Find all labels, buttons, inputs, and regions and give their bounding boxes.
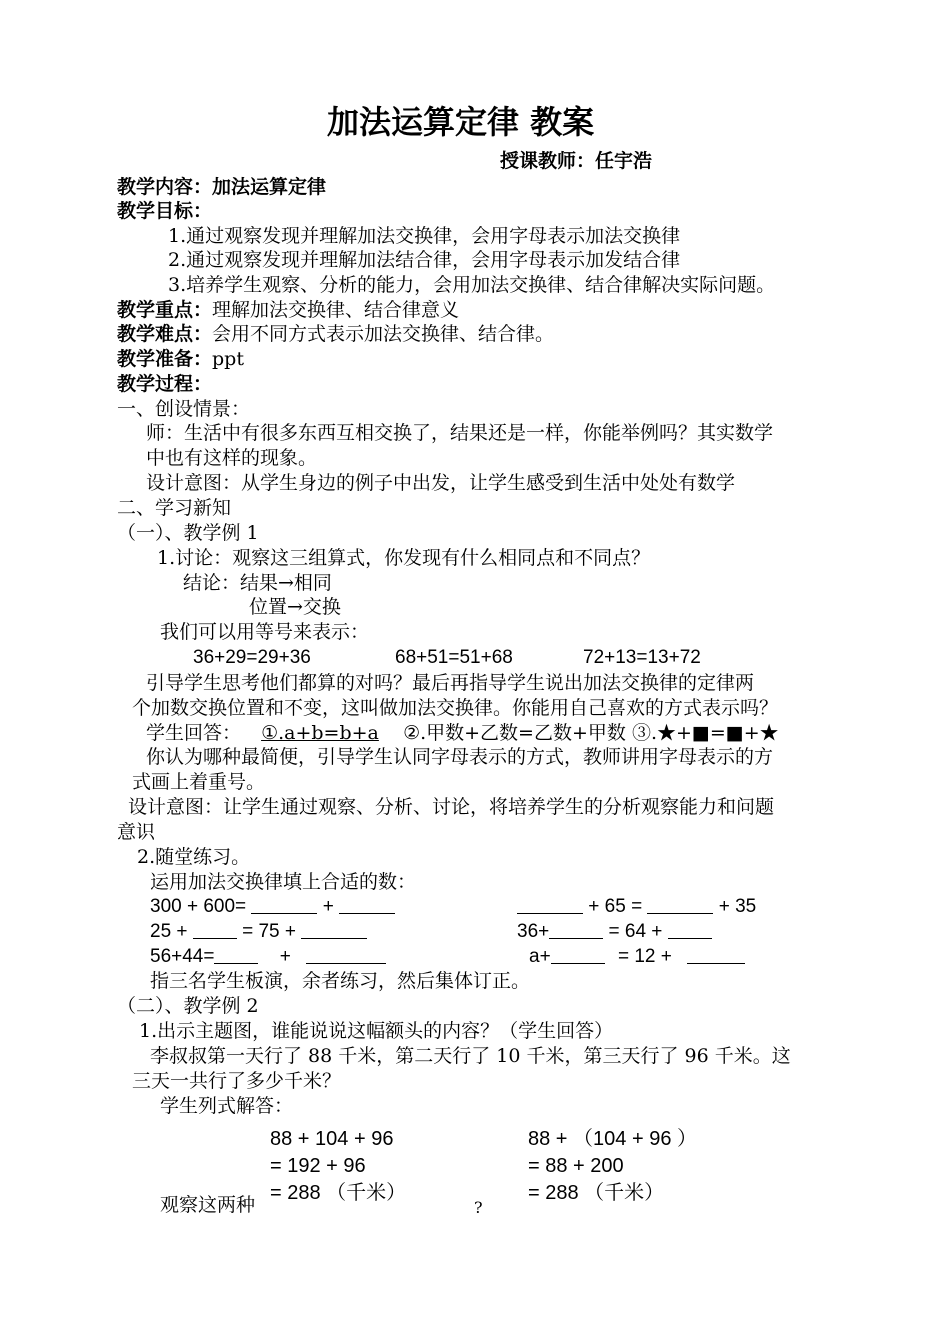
- answer-blank[interactable]: [549, 920, 603, 939]
- paragraph: 指三名学生板演，余者练习，然后集体订正。: [150, 970, 531, 992]
- teacher-line: 授课教师：任宇浩: [500, 150, 653, 172]
- answer-blank[interactable]: [647, 895, 713, 914]
- paragraph: 引导学生思考他们都算的对吗？最后再指导学生说出加法交换律的定律两: [146, 672, 755, 694]
- page-title: 加法运算定律 教案: [327, 103, 595, 141]
- prep-label: 教学准备：: [117, 348, 213, 370]
- answer-blank[interactable]: [214, 945, 258, 964]
- answer-one: ①.a+b=b+a: [261, 722, 379, 744]
- section-heading: 一、创设情景：: [117, 398, 251, 420]
- example-heading: （二）、教学例 2: [117, 995, 259, 1017]
- design-intent: 设计意图：让学生通过观察、分析、讨论，将培养学生的分析观察能力和问题: [128, 796, 775, 818]
- key-line: [117, 298, 459, 322]
- paragraph: 运用加法交换律填上合适的数：: [150, 871, 417, 893]
- exercise-text: = 64 +: [608, 921, 663, 942]
- answer-blank[interactable]: [251, 895, 317, 914]
- design-intent: 设计意图：从学生身边的例子中出发，让学生感受到生活中处处有数学: [146, 472, 736, 494]
- key-label: 教学重点：: [117, 299, 213, 321]
- answer-blank[interactable]: [301, 920, 367, 939]
- answer-blank[interactable]: [668, 920, 712, 939]
- paragraph: 李叔叔第一天行了 88 千米，第二天行了 10 千米，第三天行了 96 千米。这: [150, 1045, 791, 1067]
- content-label: 教学内容：: [117, 176, 213, 198]
- practice-heading: 2.随堂练习。: [137, 846, 251, 868]
- answer-blank[interactable]: [339, 895, 395, 914]
- answer-blank[interactable]: [551, 945, 605, 964]
- paragraph: 个加数交换位置和不变，这叫做加法交换律。你能用自己喜欢的方式表示吗？: [132, 697, 779, 719]
- exercise-text: 300 + 600=: [150, 896, 247, 917]
- exercise-row: [150, 920, 367, 944]
- answer-blank[interactable]: [687, 945, 745, 964]
- example-heading: （一）、教学例 1: [117, 522, 259, 544]
- paragraph: 师：生活中有很多东西互相交换了，结果还是一样，你能举例吗？其实数学: [146, 422, 774, 444]
- exercise-text: = 12 +: [617, 946, 672, 967]
- paragraph: 观察这两种: [160, 1194, 256, 1216]
- paragraph: 1.讨论：观察这三组算式，你发现有什么相同点和不同点？: [157, 547, 651, 569]
- exercise-text: + 35: [718, 896, 757, 917]
- calc-step: = 288 （千米）: [270, 1182, 407, 1204]
- exercise-row: [517, 895, 756, 919]
- paragraph: 中也有这样的现象。: [146, 447, 318, 469]
- student-answer-line: [146, 721, 779, 745]
- exercise-text: 56+44=: [150, 946, 215, 967]
- exercise-text: +: [279, 946, 291, 967]
- exercise-text: +: [322, 896, 334, 917]
- answer-blank[interactable]: [517, 895, 583, 914]
- conclusion-line: 结论：结果→相同: [183, 572, 332, 594]
- exercise-text: 36+: [517, 921, 550, 942]
- calc-step: = 288 （千米）: [528, 1182, 665, 1204]
- exercise-row: [517, 920, 712, 944]
- paragraph: 三天一共行了多少千米？: [132, 1070, 342, 1092]
- paragraph: 你认为哪种最简便，引导学生认同字母表示的方式，教师讲用字母表示的方: [146, 746, 774, 768]
- goals-label: 教学目标：: [117, 200, 213, 222]
- equation: 68+51=51+68: [395, 647, 513, 668]
- paragraph: 我们可以用等号来表示：: [160, 621, 370, 643]
- exercise-text: + 65 =: [588, 896, 643, 917]
- exercise-row: [529, 945, 745, 969]
- difficulty-label: 教学难点：: [117, 323, 213, 345]
- goal-item: 1.通过观察发现并理解加法交换律，会用字母表示加法交换律: [168, 225, 681, 247]
- question-mark: ?: [474, 1198, 483, 1217]
- calc-step: = 88 + 200: [528, 1155, 624, 1177]
- paragraph: 式画上着重号。: [132, 771, 266, 793]
- prep-value: ppt: [212, 348, 244, 370]
- exercise-row: [150, 895, 395, 919]
- answer-blank[interactable]: [306, 945, 386, 964]
- goal-item: 2.通过观察发现并理解加法结合律，会用字母表示加发结合律: [168, 249, 681, 271]
- calc-step: 88 + （104 + 96 ）: [528, 1128, 698, 1150]
- calc-step: 88 + 104 + 96: [270, 1128, 394, 1150]
- exercise-row: [150, 945, 386, 969]
- equation: 72+13=13+72: [583, 647, 701, 668]
- equation: 36+29=29+36: [193, 647, 311, 668]
- answer-prefix: 学生回答：: [146, 722, 242, 744]
- design-intent: 意识: [117, 821, 156, 843]
- content-line: [117, 175, 326, 199]
- content-value: 加法运算定律: [212, 176, 327, 198]
- exercise-text: = 75 +: [242, 921, 296, 942]
- section-heading: 二、学习新知: [117, 497, 232, 519]
- process-label: 教学过程：: [117, 373, 213, 395]
- answer-two: ②.甲数+乙数=乙数+甲数: [403, 722, 626, 744]
- calc-step: = 192 + 96: [270, 1155, 366, 1177]
- paragraph: 1.出示主题图，谁能说说这幅额头的内容？（学生回答）: [139, 1020, 614, 1042]
- conclusion-line: 位置→交换: [249, 596, 341, 618]
- goal-item: 3.培养学生观察、分析的能力，会用加法交换律、结合律解决实际问题。: [168, 274, 776, 296]
- exercise-text: 25 +: [150, 921, 188, 942]
- answer-three: ③.★+■=■+★: [631, 722, 779, 744]
- answer-blank[interactable]: [193, 920, 237, 939]
- difficulty-line: [117, 322, 554, 346]
- difficulty-value: 会用不同方式表示加法交换律、结合律。: [212, 323, 555, 345]
- paragraph: 学生列式解答：: [160, 1095, 294, 1117]
- prep-line: [117, 347, 244, 371]
- key-value: 理解加法交换律、结合律意义: [212, 299, 460, 321]
- exercise-text: a+: [529, 946, 551, 967]
